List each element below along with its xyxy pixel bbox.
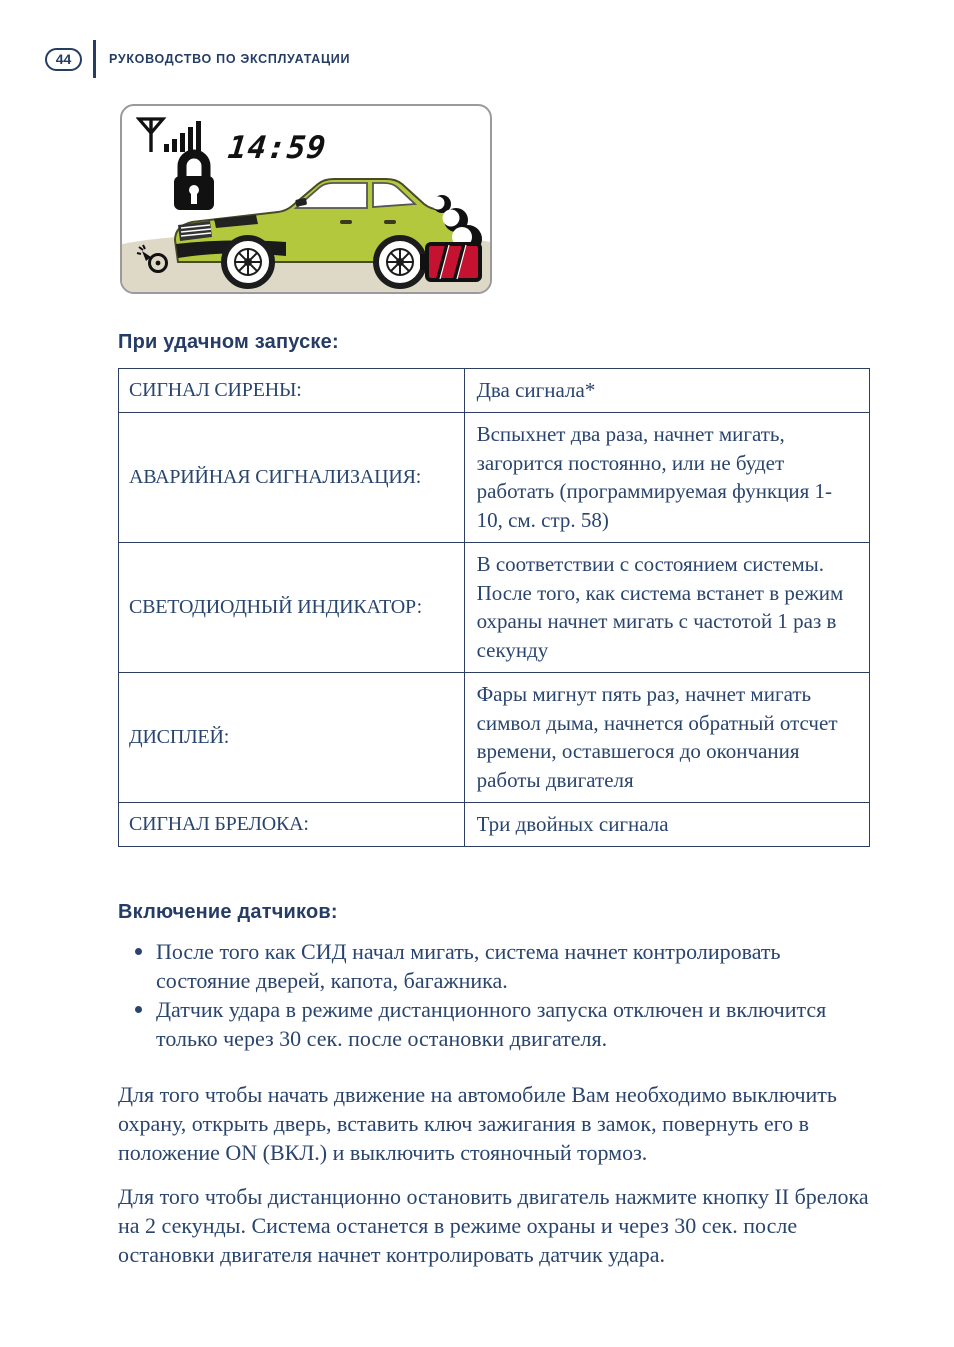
- row-value: Два сигнала*: [464, 369, 869, 413]
- row-value: Фары мигнут пять раз, начнет мигать символ дыма, начнется обратный отсчет времени, оставшегося до окончания работы двигателя: [464, 672, 869, 802]
- bullet-dot: [135, 948, 142, 955]
- list-item-text: Датчик удара в режиме дистанционного запуска отключен и включится только через 30 сек. после остановки двигателя.: [156, 996, 827, 1051]
- battery-icon: [420, 240, 484, 284]
- row-label: СИГНАЛ СИРЕНЫ:: [119, 369, 465, 413]
- startup-behavior-table: [118, 368, 870, 847]
- bullet-dot: [135, 1006, 142, 1013]
- header-divider: [93, 40, 96, 78]
- section-heading-startup: При удачном запуске:: [118, 331, 339, 353]
- table-row: [119, 412, 870, 542]
- list-item-text: После того как СИД начал мигать, система начнет контролировать состояние дверей, капота, багажника.: [156, 938, 781, 993]
- row-value: Три двойных сигнала: [464, 802, 869, 846]
- siren-icon: [135, 244, 171, 276]
- page-number: 44: [55, 51, 72, 67]
- row-label: АВАРИЙНАЯ СИГНАЛИЗАЦИЯ:: [119, 412, 465, 542]
- row-label: СВЕТОДИОДНЫЙ ИНДИКАТОР:: [119, 542, 465, 672]
- row-value: В соответствии с состоянием системы. После того, как система встанет в режим охраны начнет мигать с частотой 1 раз в секунду: [464, 542, 869, 672]
- table-row: [119, 672, 870, 802]
- paragraph-remote-stop: Для того чтобы дистанционно остановить двигатель нажмите кнопку II брелока на 2 секунды. Система останется в режиме охраны и через 30 сек. после остановки двигателя начнет контролировать датчик удара.: [118, 1183, 869, 1267]
- row-label: СИГНАЛ БРЕЛОКА:: [119, 802, 465, 846]
- row-value: Вспыхнет два раза, начнет мигать, загорится постоянно, или не будет работать (программируемая функция 1-10, см. стр. 58): [464, 412, 869, 542]
- paragraph-drive-away: Для того чтобы начать движение на автомобиле Вам необходимо выключить охрану, открыть дверь, вставить ключ зажигания в замок, повернуть его в положение ON (ВКЛ.) и выключить стояночный тормоз.: [118, 1081, 837, 1165]
- clock-display: 14:59: [226, 130, 329, 166]
- table-row: [119, 542, 870, 672]
- front-wheel: [224, 238, 272, 286]
- content-column: [118, 104, 870, 1269]
- section-heading-sensors: Включение датчиков:: [118, 900, 338, 923]
- sensors-bullet-list: [118, 937, 870, 1053]
- page-number-badge: [45, 48, 82, 71]
- rear-wheel: [376, 238, 424, 286]
- page-header: [45, 40, 954, 78]
- remote-lcd-display: [120, 104, 492, 294]
- table-row: [119, 369, 870, 413]
- table-row: [119, 802, 870, 846]
- list-item: [118, 937, 870, 995]
- header-title: РУКОВОДСТВО ПО ЭКСПЛУАТАЦИИ: [109, 52, 351, 66]
- row-label: ДИСПЛЕЙ:: [119, 672, 465, 802]
- list-item: [118, 995, 870, 1053]
